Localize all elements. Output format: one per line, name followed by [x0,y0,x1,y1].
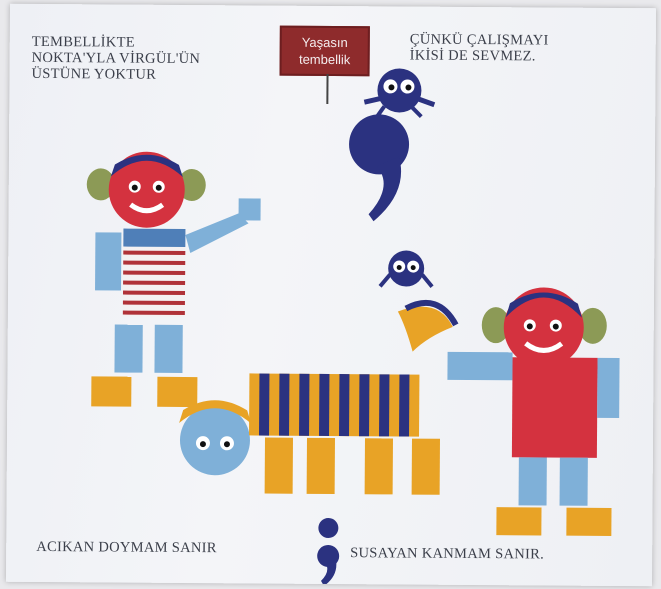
dot-character-middle [380,250,432,286]
bottom-semicolon [317,518,339,586]
caption-line: NOKTA'YLA VİRGÜL'ÜN [31,49,201,68]
cat-figure [179,301,456,495]
caption-line: ÜSTÜNE YOKTUR [31,65,157,83]
right-figure [446,287,620,536]
cat-legs [265,438,440,495]
dot-character-top [364,68,434,116]
left-figure [85,151,261,407]
caption-line: İKİSİ DE SEVMEZ. [409,47,536,65]
big-comma [349,114,410,221]
illustration [6,4,656,586]
sign-line: Yaşasın [301,34,348,51]
book-page [6,4,656,586]
bottom-right-caption: SUSAYAN KANMAM SANIR. [350,545,545,563]
bottom-left-caption: ACIKAN DOYMAM SANIR [36,538,217,557]
caption-line: ÇÜNKÜ ÇALIŞMAYI [409,31,549,49]
caption-line: TEMBELLİKTE [31,33,135,51]
sign-line: tembellik [298,51,351,68]
